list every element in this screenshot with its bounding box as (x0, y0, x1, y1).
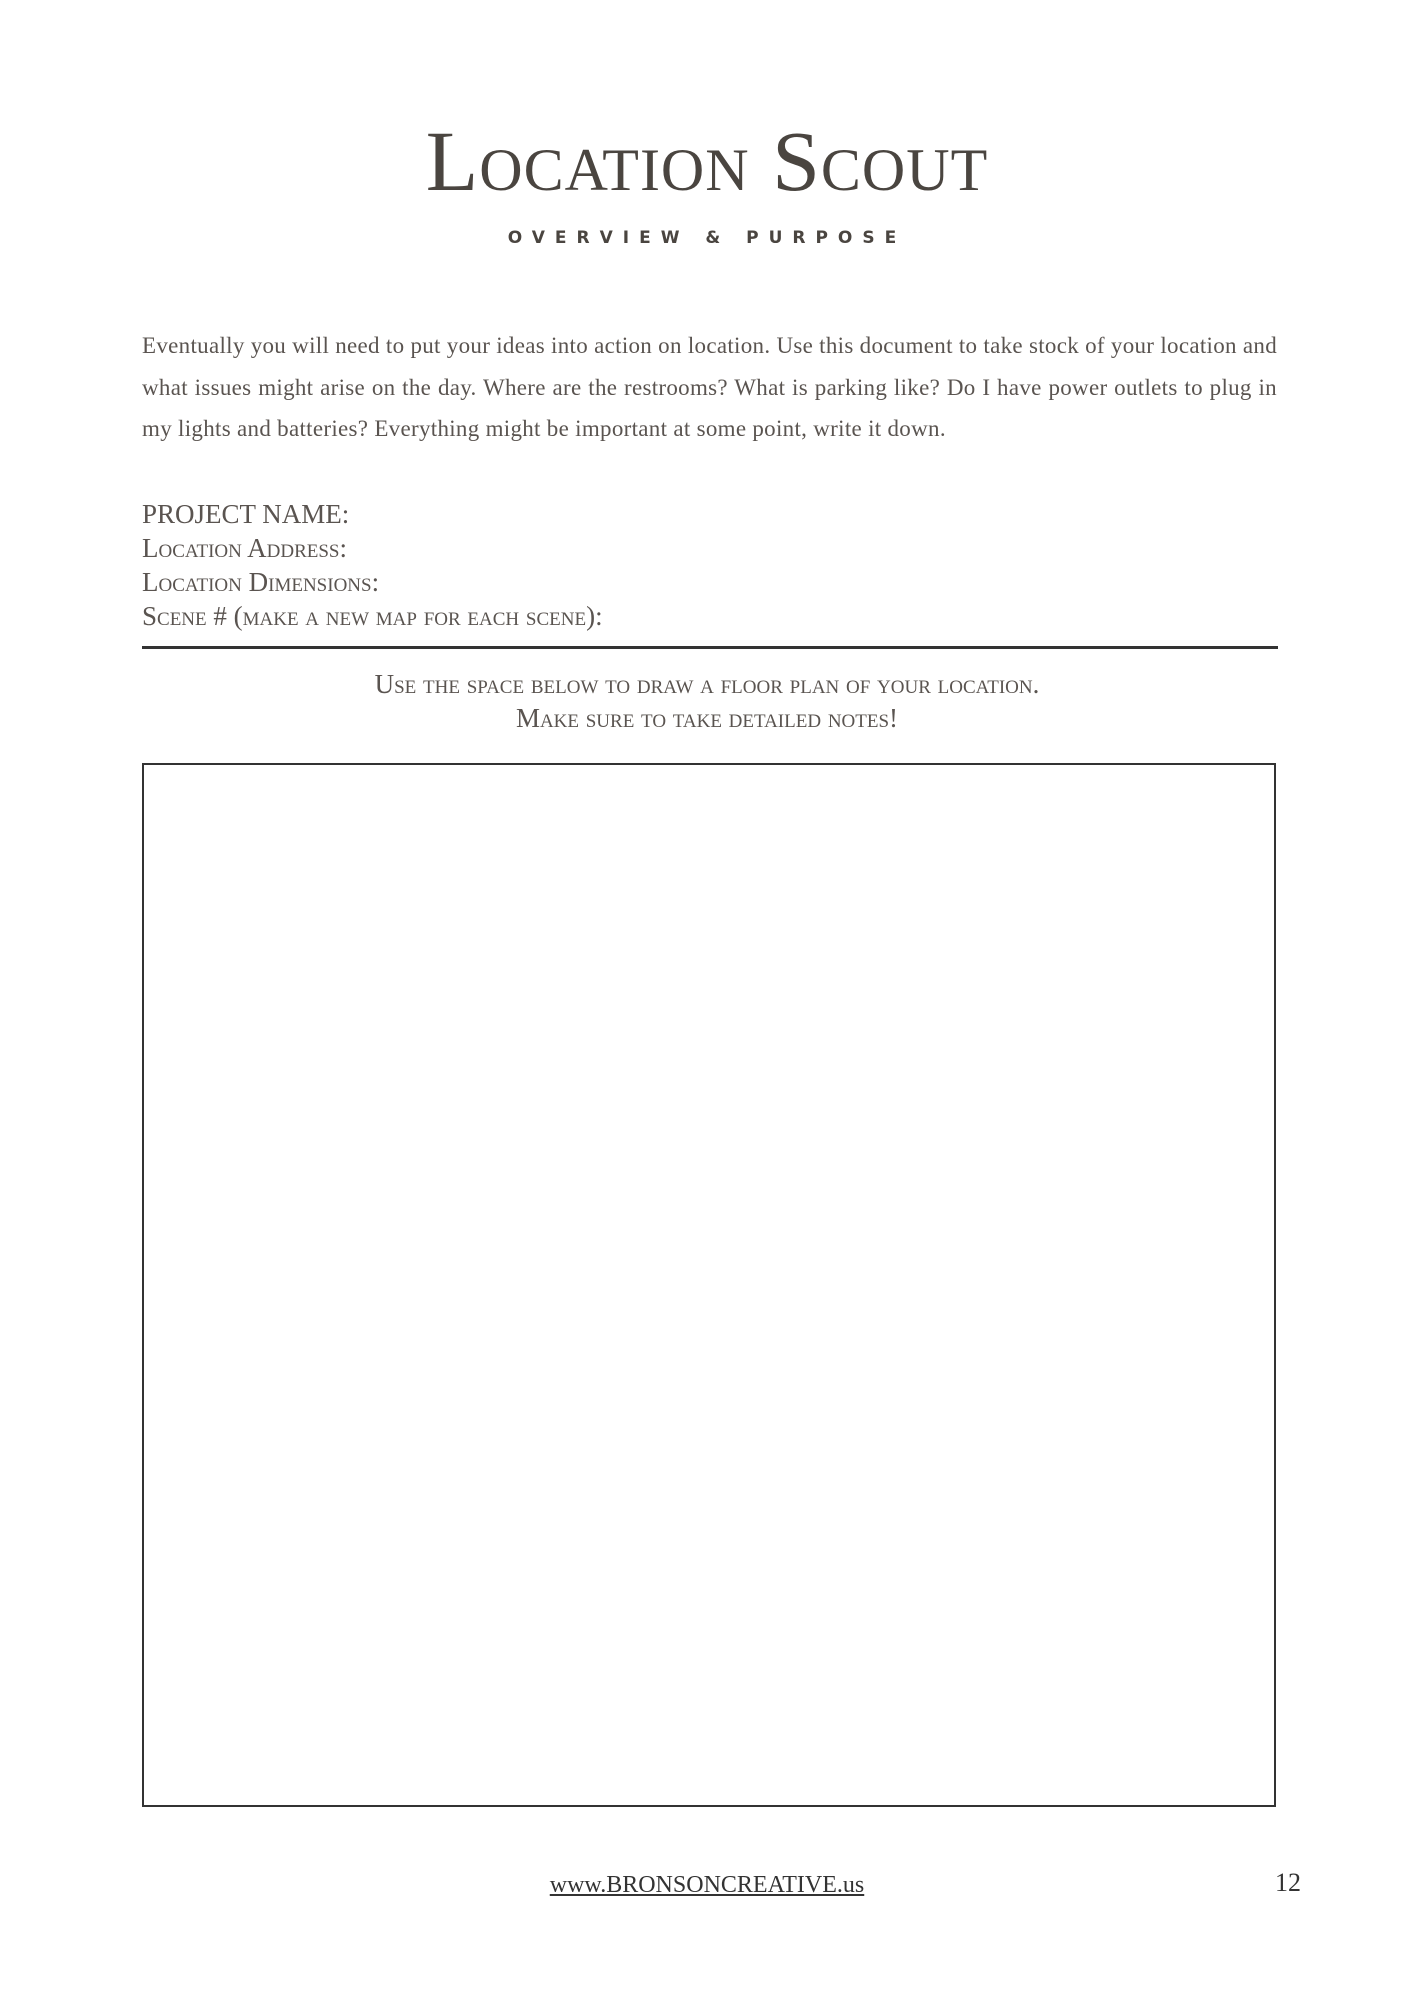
website-link[interactable]: www.BRONSONCREATIVE.us (549, 1872, 865, 1898)
field-scene-number: Scene # (make a new map for each scene): (142, 601, 603, 631)
instruction-line-2: Make sure to take detailed notes! (515, 703, 899, 733)
project-fields (142, 497, 1277, 633)
floor-plan-drawing-area[interactable] (142, 763, 1276, 1807)
page-title: Location Scout (425, 113, 989, 209)
intro-paragraph: Eventually you will need to put your ideas into action on location. Use this document to take stock of your location and what issues might arise on the day. Where are the restrooms? What is parking like? Do I have power outlets to plug in my lights and batteries? Everything might be important at some point, write it down. (142, 333, 1277, 441)
page-subtitle: OVERVIEW & PURPOSE (507, 228, 907, 248)
divider (142, 646, 1278, 649)
field-location-address: Location Address: (142, 533, 347, 563)
page-number: 12 (1275, 1868, 1301, 1897)
drawing-instructions (0, 667, 1414, 735)
instruction-line-1: Use the space below to draw a floor plan of your location. (374, 669, 1040, 699)
field-project-name: PROJECT NAME: (142, 499, 350, 529)
field-location-dimensions: Location Dimensions: (142, 567, 380, 597)
